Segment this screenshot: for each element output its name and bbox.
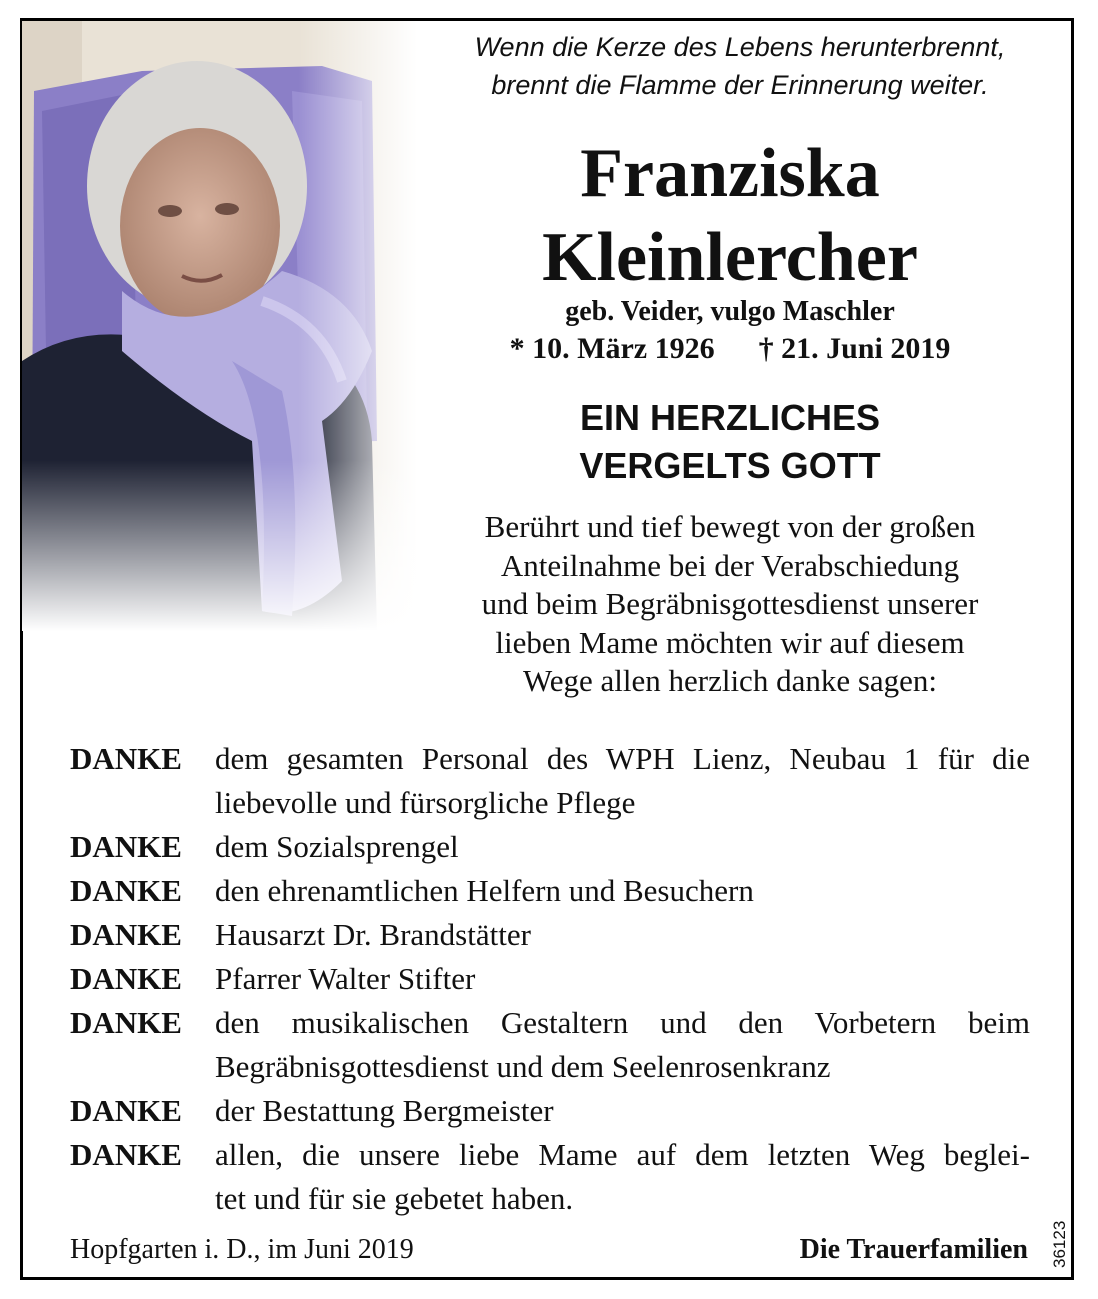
portrait-photo xyxy=(22,21,417,631)
birth-date: * 10. März 1926 xyxy=(509,332,715,365)
life-dates xyxy=(430,330,1030,368)
thanks-item xyxy=(70,825,1030,869)
thanks-keyword: DANKE xyxy=(70,1093,182,1128)
thanks-text: Pfarrer Walter Stifter xyxy=(215,961,476,996)
thanks-item xyxy=(70,957,1030,1001)
place-and-date: Hopfgarten i. D., im Juni 2019 xyxy=(70,1234,414,1265)
signature: Die Trauerfamilien xyxy=(799,1234,1028,1265)
thanks-item xyxy=(70,1133,1030,1221)
thanks-keyword: DANKE xyxy=(70,1137,182,1172)
thanks-keyword: DANKE xyxy=(70,917,182,952)
deceased-name xyxy=(430,132,1030,300)
first-name: Franziska xyxy=(580,135,880,212)
intro-line: Anteilnahme bei der Verabschiedung xyxy=(500,547,960,583)
thanks-list xyxy=(70,737,1030,1221)
thanks-item xyxy=(70,1001,1030,1089)
thanks-heading xyxy=(430,394,1030,490)
thanks-text: Begräbnisgottesdienst und dem Seelenrosenkranz xyxy=(215,1049,831,1084)
heading-line: VERGELTS GOTT xyxy=(579,445,881,486)
thanks-text: dem Sozialsprengel xyxy=(215,829,459,864)
last-name: Kleinlercher xyxy=(542,219,918,296)
thanks-text: tet und für sie gebetet haben. xyxy=(215,1181,574,1216)
thanks-keyword: DANKE xyxy=(70,829,182,864)
thanks-item xyxy=(70,869,1030,913)
heading-line: EIN HERZLICHES xyxy=(579,397,881,438)
thanks-text: liebevolle und fürsorgliche Pflege xyxy=(215,785,636,820)
intro-line: und beim Begräbnisgottesdienst unserer xyxy=(481,586,979,621)
ad-code: 36123 xyxy=(1050,1220,1069,1268)
thanks-keyword: DANKE xyxy=(70,1005,182,1040)
quote-line: Wenn die Kerze des Lebens herunterbrennt, xyxy=(474,32,1006,62)
thanks-item xyxy=(70,1089,1030,1133)
thanks-text: dem gesamten Personal des WPH Lienz, Neubau 1 für die xyxy=(215,741,1030,776)
quote-line: brennt die Flamme der Erinnerung weiter. xyxy=(491,70,989,100)
thanks-keyword: DANKE xyxy=(70,873,182,908)
memorial-quote xyxy=(440,28,1040,104)
thanks-text: den musikalischen Gestaltern und den Vorbetern beim xyxy=(215,1005,1030,1040)
thanks-text: der Bestattung Bergmeister xyxy=(215,1093,554,1128)
thanks-text: den ehrenamtlichen Helfern und Besuchern xyxy=(215,873,754,908)
thanks-keyword: DANKE xyxy=(70,741,182,776)
thanks-item xyxy=(70,737,1030,825)
thanks-text: Hausarzt Dr. Brandstätter xyxy=(215,917,531,952)
death-date: † 21. Juni 2019 xyxy=(758,332,951,365)
maiden-name: geb. Veider, vulgo Maschler xyxy=(565,296,895,327)
intro-line: lieben Mame möchten wir auf diesem xyxy=(495,624,965,660)
thanks-keyword: DANKE xyxy=(70,961,182,996)
thanks-text: allen, die unsere liebe Mame auf dem letzten Weg beglei- xyxy=(215,1137,1030,1172)
thanks-item xyxy=(70,913,1030,957)
intro-line: Wege allen herzlich danke sagen: xyxy=(522,663,938,698)
intro-line: Berührt und tief bewegt von der großen xyxy=(484,509,976,544)
intro-paragraph xyxy=(430,508,1030,701)
